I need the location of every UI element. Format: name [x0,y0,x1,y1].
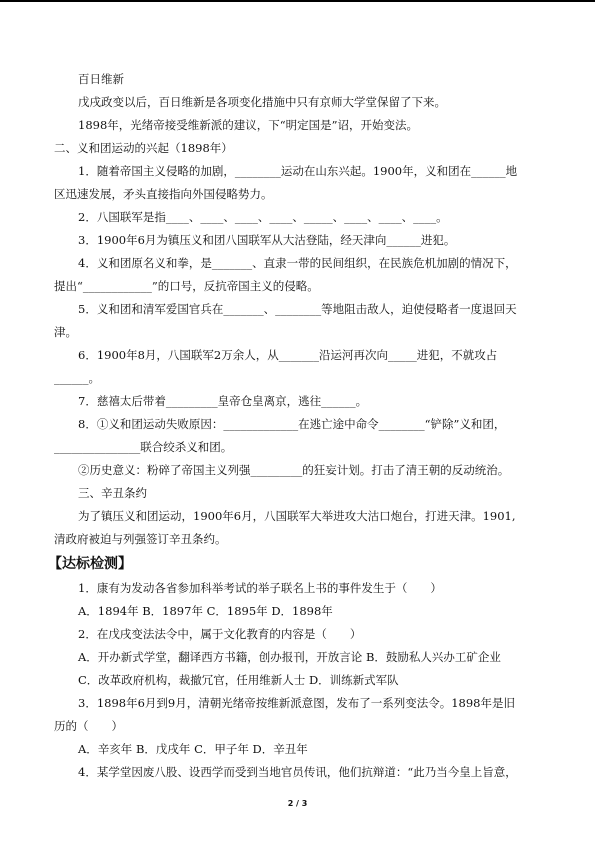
text-line: 1．随着帝国主义侵略的加剧，________运动在山东兴起。1900年，义和团在______地 [78,164,518,178]
text-line: 戊戌政变以后，百日维新是各项变化措施中只有京师大学堂保留了下来。 [78,95,446,109]
text-block-review [54,68,542,551]
text-line: 区迅速发展，矛头直接指向外国侵略势力。 [54,187,273,201]
section-title: 【达标检测】 [48,556,132,572]
text-line: A．1894年 B．1897年 C．1895年 D．1898年 [78,604,333,618]
text-line: 清政府被迫与列强签订辛丑条约。 [54,532,227,546]
text-line: A．辛亥年 B．戊戌年 C．甲子年 D．辛丑年 [78,742,308,756]
text-line: 7．慈禧太后带着_________皇帝仓皇离京，逃往______。 [78,394,368,408]
text-line: 3．1900年6月为镇压义和团八国联军从大沽登陆，经天津向______进犯。 [78,233,456,247]
text-line: 提出“____________”的口号，反抗帝国主义的侵略。 [54,279,319,293]
text-line: 3．1898年6月到9月，清朝光绪帝按维新派意图，发布了一系列变法令。1898年是旧 [78,696,515,710]
text-line: 4．义和团原名义和拳，是_______、直隶一带的民间组织，在民族危机加剧的情况下， [78,256,517,270]
text-line: 5．义和团和清军爱国官兵在_______、________等地阻击敌人，迫使侵略者一度退回天 [78,302,517,316]
text-line: 1898年，光绪帝接受维新派的建议，下“明定国是”诏，开始变法。 [78,118,419,132]
text-line: 2．在戊戌变法法令中，属于文化教育的内容是（ ） [78,627,362,641]
text-line: 二、义和团运动的兴起（1898年） [54,141,233,155]
text-line: 历的（ ） [54,719,123,733]
text-line: 2．八国联军是指____、____、____、____、_____、____、____、____。 [78,210,448,224]
text-line: 6．1900年8月，八国联军2万余人，从_______沿运河再次向_____进犯，不就攻占 [78,348,498,362]
text-line: ______。 [54,371,100,385]
text-line: _______________联合绞杀义和团。 [54,440,233,454]
text-line: 津。 [54,325,77,339]
text-line: C．改革政府机构，裁撤冗官，任用维新人士 D．训练新式军队 [78,673,399,687]
text-line: 1．康有为发动各省参加科举考试的举子联名上书的事件发生于（ ） [78,581,442,595]
text-line: ②历史意义：粉碎了帝国主义列强_________的狂妄计划。打击了清王朝的反动统治。 [78,463,510,477]
document-body [48,68,542,784]
text-line: 百日维新 [78,72,124,86]
page-top-border [0,0,595,2]
text-line: 8．①义和团运动失败原因：_____________在逃亡途中命令________“铲除”义和团， [78,417,506,431]
page-number: 2 / 3 [287,799,308,808]
text-line: 4．某学堂因废八股、设西学而受到当地官员传讯，他们抗辩道：“此乃当今皇上旨意， [78,765,517,779]
text-line: 三、辛丑条约 [78,486,147,500]
text-line: 为了镇压义和团运动，1900年6月，八国联军大举进攻大沽口炮台，打进天津。1901, [78,509,516,523]
text-line: A．开办新式学堂，翻译西方书籍，创办报刊，开放言论 B．鼓励私人兴办工矿企业 [78,650,501,664]
text-block-exercises [54,577,542,784]
